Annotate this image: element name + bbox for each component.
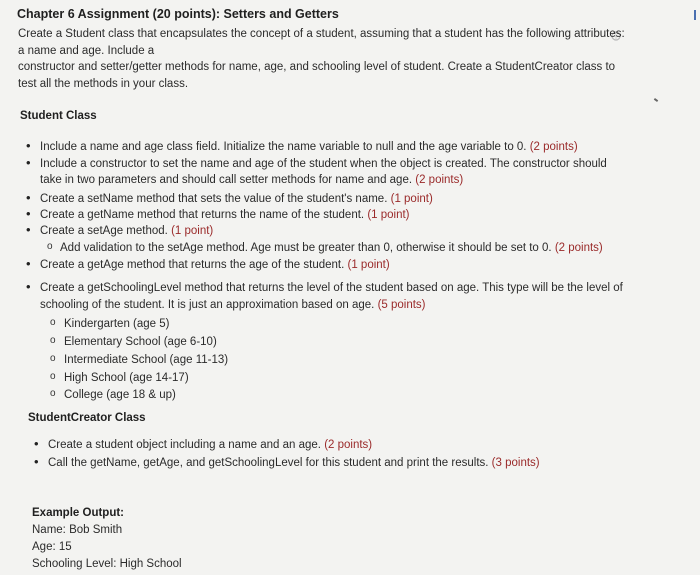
- hollow-bullet-icon: o: [50, 371, 56, 382]
- list-item: Create a student object including a name and an age. (2 points): [48, 439, 373, 451]
- output-line: Schooling Level: High School: [32, 558, 182, 570]
- output-line: Name: Bob Smith: [32, 524, 123, 536]
- example-output: [32, 505, 182, 573]
- list-item: Create a setAge method. (1 point): [40, 225, 214, 237]
- points-label: (2 points): [554, 242, 603, 254]
- creator-class-heading: StudentCreator Class: [28, 412, 146, 424]
- hollow-bullet-icon: o: [50, 353, 56, 364]
- list-item: Call the getName, getAge, and getSchoolingLevel for this student and print the results. (3 points): [48, 457, 540, 469]
- cursor-mark-icon: [654, 98, 658, 102]
- bullet-dot-icon: •: [26, 155, 31, 170]
- points-label: (3 points): [491, 457, 540, 469]
- hollow-bullet-icon: o: [50, 388, 56, 399]
- hollow-bullet-icon: o: [47, 241, 53, 252]
- list-item: Create a getAge method that returns the age of the student. (1 point): [40, 259, 390, 271]
- bullet-dot-icon: •: [26, 279, 31, 294]
- sub-list-item: Add validation to the setAge method. Age must be greater than 0, otherwise it should be set to 0. (2 points): [60, 242, 603, 254]
- bullet-dot-icon: •: [34, 454, 39, 469]
- level-item: College (age 18 & up): [64, 389, 176, 401]
- level-item: Kindergarten (age 5): [64, 318, 170, 330]
- intro-line: a name and age. Include a: [18, 44, 155, 57]
- bullet-dot-icon: •: [26, 138, 31, 153]
- list-item: Include a name and age class field. Initialize the name variable to null and the age variable to 0. (2 points): [40, 141, 578, 153]
- bullet-dot-icon: •: [34, 436, 39, 451]
- points-label: (1 point): [367, 209, 410, 221]
- level-item: Intermediate School (age 11-13): [64, 354, 229, 366]
- points-label: (5 points): [377, 299, 426, 311]
- intro-paragraph: [18, 26, 658, 92]
- bullet-dot-icon: •: [26, 256, 31, 271]
- list-item-continuation: take in two parameters and should call setter methods for name and age. (2 points): [40, 174, 464, 186]
- intro-line: test all the methods in your class.: [18, 77, 189, 90]
- intro-line: constructor and setter/getter methods for name, age, and schooling level of student. Create a StudentCreator class to: [18, 61, 616, 73]
- points-label: (1 point): [390, 193, 433, 205]
- level-item: High School (age 14-17): [64, 372, 189, 384]
- intro-line: Create a Student class that encapsulates the concept of a student, assuming that a student has the following attributes:: [18, 28, 625, 40]
- level-item: Elementary School (age 6-10): [64, 336, 217, 348]
- list-item: Create a getSchoolingLevel method that returns the level of the student based on age. This type will be the level of: [40, 282, 623, 294]
- page-title: Chapter 6 Assignment (20 points): Setters and Getters: [17, 7, 339, 21]
- bullet-dot-icon: •: [26, 222, 31, 237]
- list-item: Create a getName method that returns the name of the student. (1 point): [40, 209, 410, 221]
- hollow-bullet-icon: o: [50, 317, 56, 328]
- scroll-indicator: [694, 10, 696, 20]
- points-label: (2 points): [324, 439, 373, 451]
- student-class-heading: Student Class: [20, 110, 97, 122]
- list-item-continuation: schooling of the student. It is just an approximation based on age. (5 points): [40, 299, 426, 311]
- points-label: (2 points): [529, 141, 578, 153]
- output-line: Age: 15: [32, 541, 72, 553]
- example-output-heading: Example Output:: [32, 507, 125, 519]
- hollow-bullet-icon: o: [50, 335, 56, 346]
- list-item: Create a setName method that sets the value of the student's name. (1 point): [40, 193, 433, 205]
- bullet-dot-icon: •: [26, 190, 31, 205]
- list-item: Include a constructor to set the name and age of the student when the object is created. The constructor should: [40, 158, 607, 170]
- points-label: (2 points): [415, 174, 464, 186]
- points-label: (1 point): [171, 225, 214, 237]
- bullet-dot-icon: •: [26, 206, 31, 221]
- points-label: (1 point): [347, 259, 390, 271]
